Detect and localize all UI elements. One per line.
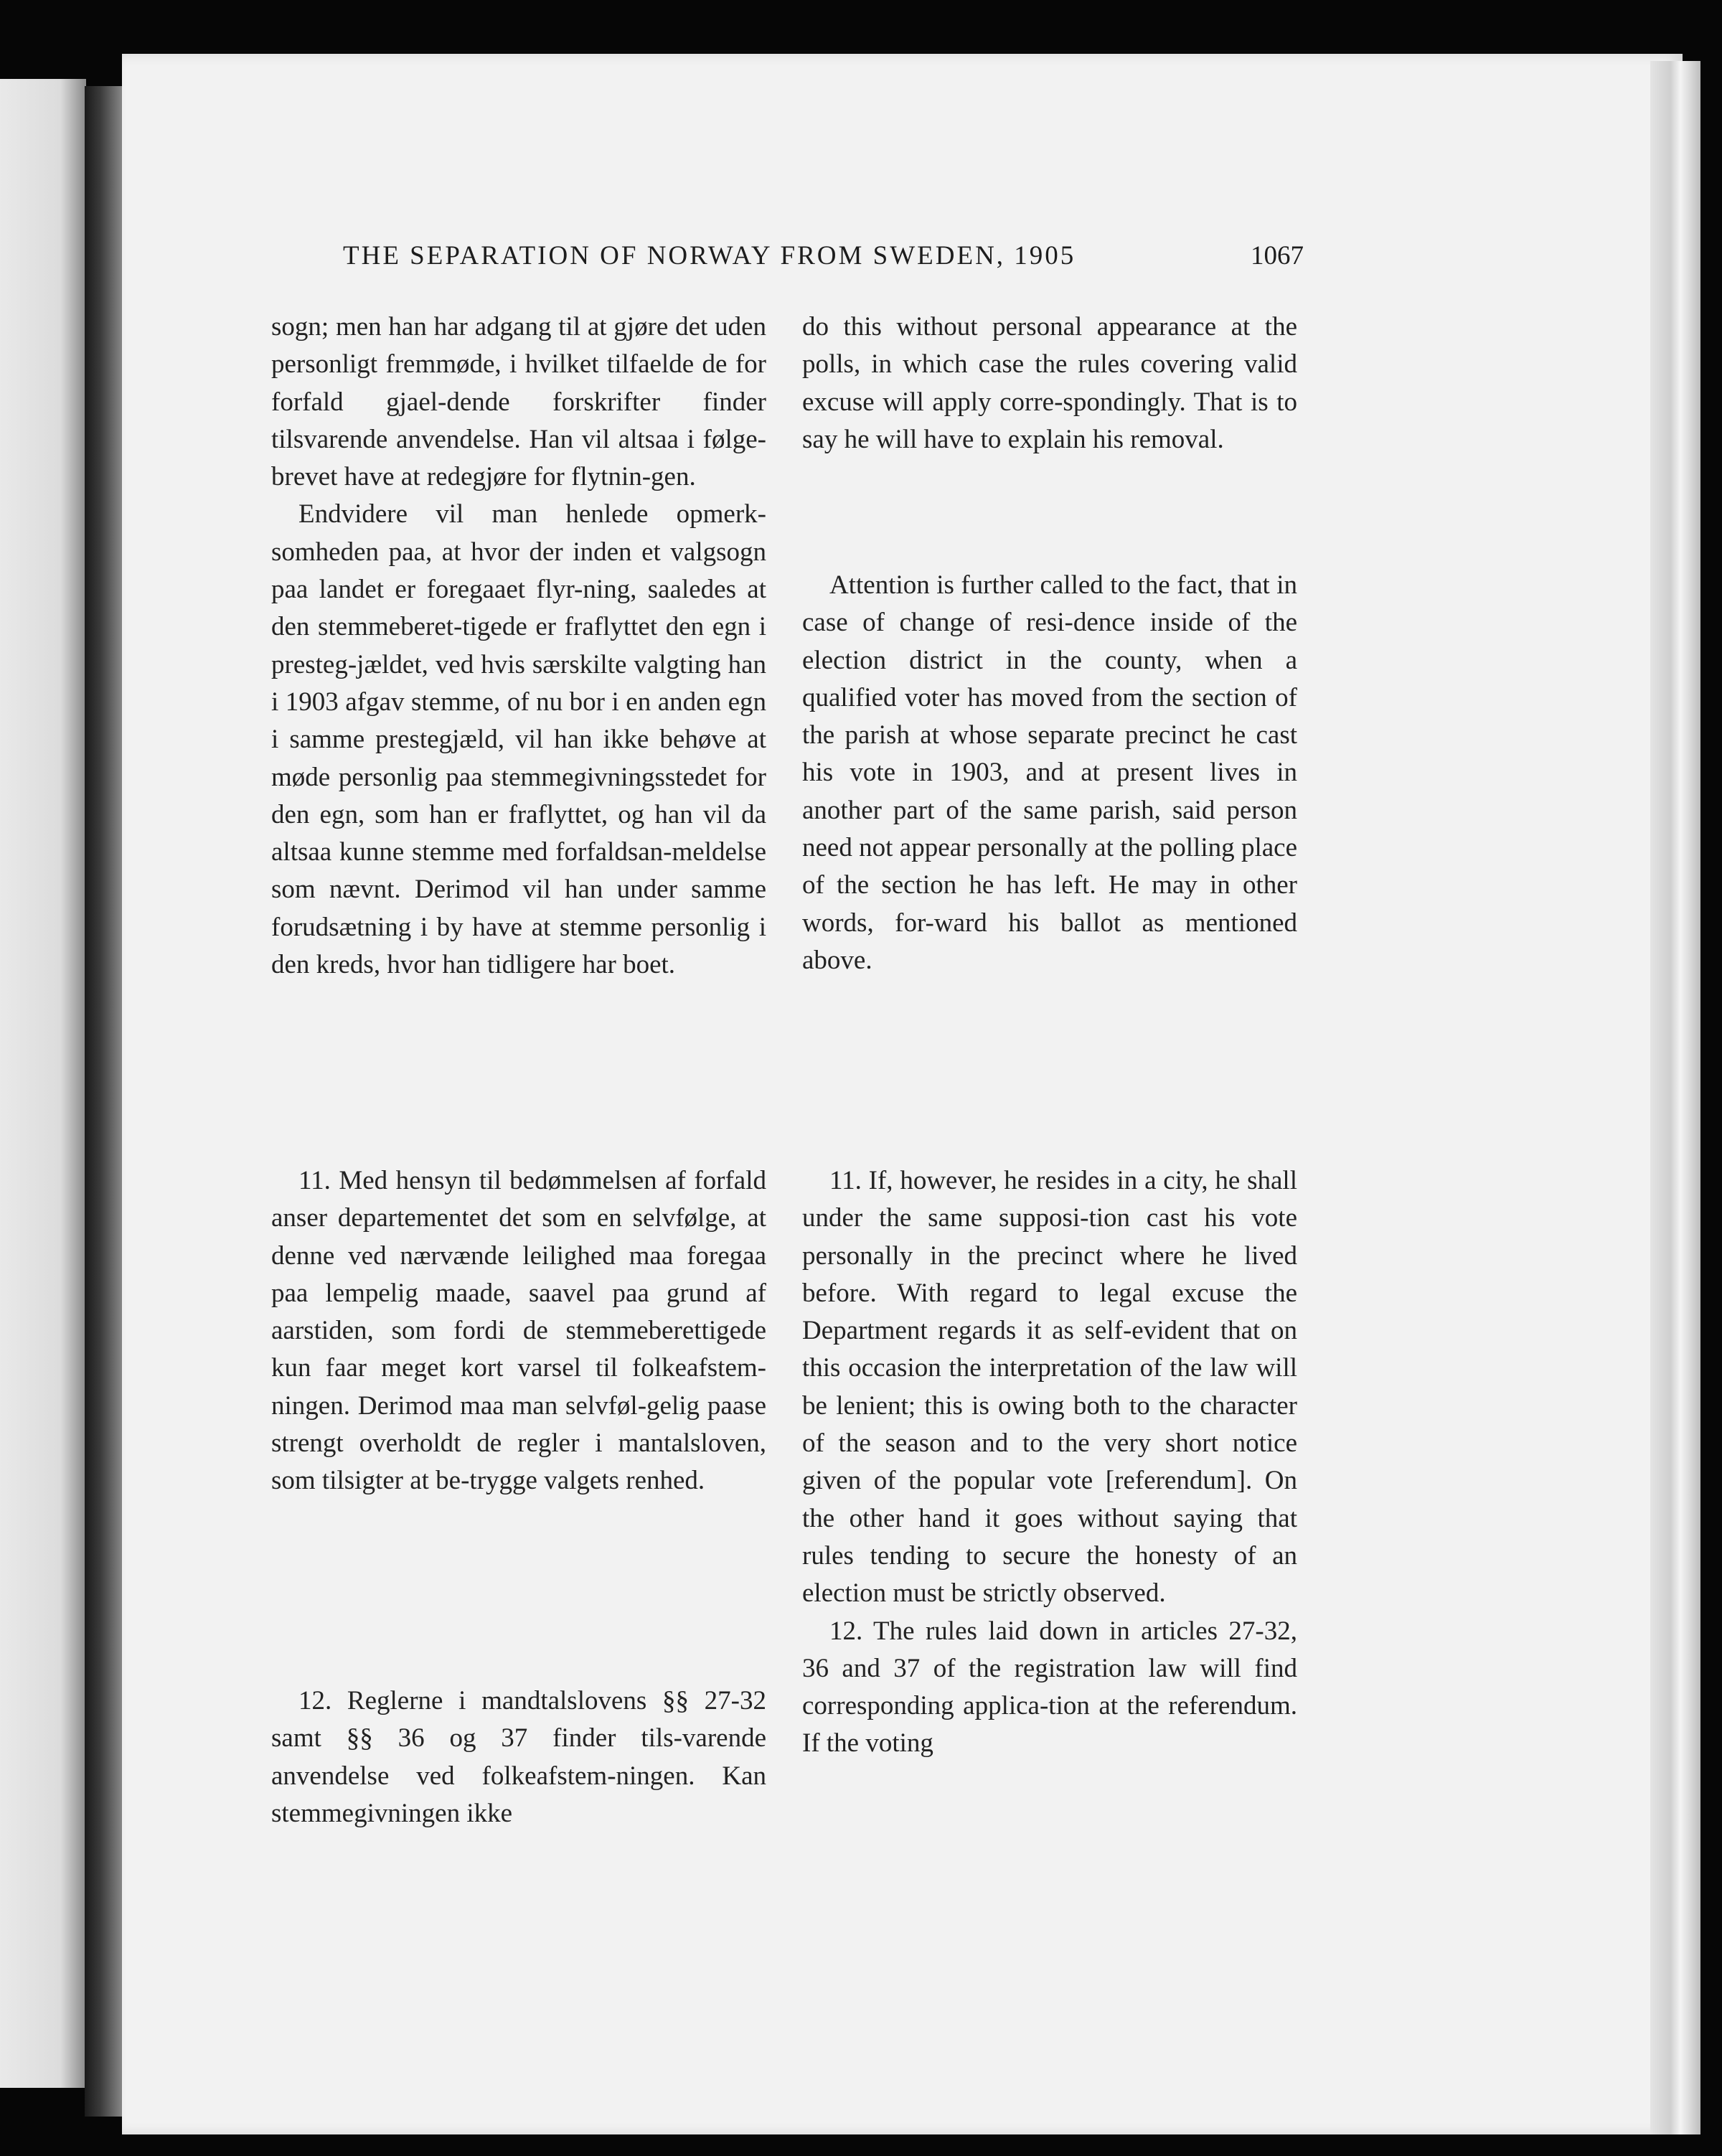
english-paragraph-3: 11. If, however, he resides in a city, he shall under the same supposi-tion cast his vote personally in the precinct where he lived before. With regard to legal excuse the Department regards it as self-evident that on this occasion the interpretation of the law will be lenient; this is owing both to the character of the season and to the very short notice given of the popular vote [referendum]. On the other hand it goes without saying that rules tending to secure the honesty of an election must be strictly observed. (802, 1166, 1297, 1609)
norwegian-block-1 (271, 309, 766, 984)
english-paragraph-2: Attention is further called to the fact, that in case of change of resi-dence inside of the election district in the county, when a qualified voter has moved from the section of the parish at whose separate precinct he cast his vote in 1903, and at present lives in another part of the same parish, said person need not appear personally at the polling place of the section he has left. He may in other words, for-ward his ballot as mentioned above. (802, 570, 1297, 975)
norwegian-paragraph-2: Endvidere vil man henlede opmerk-somheden paa, at hvor der inden et valgsogn paa landet er foregaaet flyr-ning, saaledes at den stemmeberet-tigede er fraflyttet den egn i presteg-jældet, ved hvis særskilte valgting han i 1903 afgav stemme, of nu bor i en anden egn i samme prestegjæld, vil han ikke behøve at møde personlig paa stemmegivningsstedet for den egn, som han er fraflyttet, og han vil da altsaa kunne stemme med forfaldsan-meldelse som nævnt. Derimod vil han under samme forudsætning i by have at stemme personlig i den kreds, hvor han tidligere har boet. (271, 499, 766, 980)
page-number: 1067 (1251, 241, 1304, 270)
norwegian-paragraph-1: sogn; men han har adgang til at gjøre det uden personligt fremmøde, i hvilket tilfaelde de for forfald gjael-dende forskrifter finder tilsvarende anvendelse. Han vil altsaa i følge-brevet have at redegjøre for flytnin-gen. (271, 312, 766, 492)
english-paragraph-4: 12. The rules laid down in articles 27-32, 36 and 37 of the registration law will find corresponding applica-tion at the referendum. If the voting (802, 1616, 1297, 1759)
english-block-2 (802, 567, 1297, 979)
norwegian-paragraph-3: 11. Med hensyn til bedømmelsen af forfald anser departementet det som en selvfølge, at denne ved nærvænde leilighed maa foregaa paa lempelig maade, saavel paa grund af aarstiden, som fordi de stemmeberettigede kun faar meget kort varsel til folkeafstem-ningen. Derimod maa man selvføl-gelig paase strengt overholdt de regler i mantalsloven, som tilsigter at be-trygge valgets renhed. (271, 1166, 766, 1496)
norwegian-block-2 (271, 1162, 766, 1500)
running-head-title: THE SEPARATION OF NORWAY FROM SWEDEN, 1905 (343, 241, 1076, 270)
page-stack-edge (1650, 61, 1700, 2134)
binding-gutter (85, 86, 124, 2117)
english-block-3 (802, 1162, 1297, 1763)
norwegian-block-3 (271, 1682, 766, 1832)
english-paragraph-1: do this without personal appearance at the polls, in which case the rules covering valid excuse will apply corre-spondingly. That is to say he will have to explain his removal. (802, 312, 1297, 454)
previous-page-edge (0, 79, 86, 2088)
norwegian-paragraph-4: 12. Reglerne i mandtalslovens §§ 27-32 samt §§ 36 og 37 finder tils-varende anvendelse ved folkeafstem-ningen. Kan stemmegivningen ikke (271, 1686, 766, 1828)
english-block-1 (802, 309, 1297, 458)
